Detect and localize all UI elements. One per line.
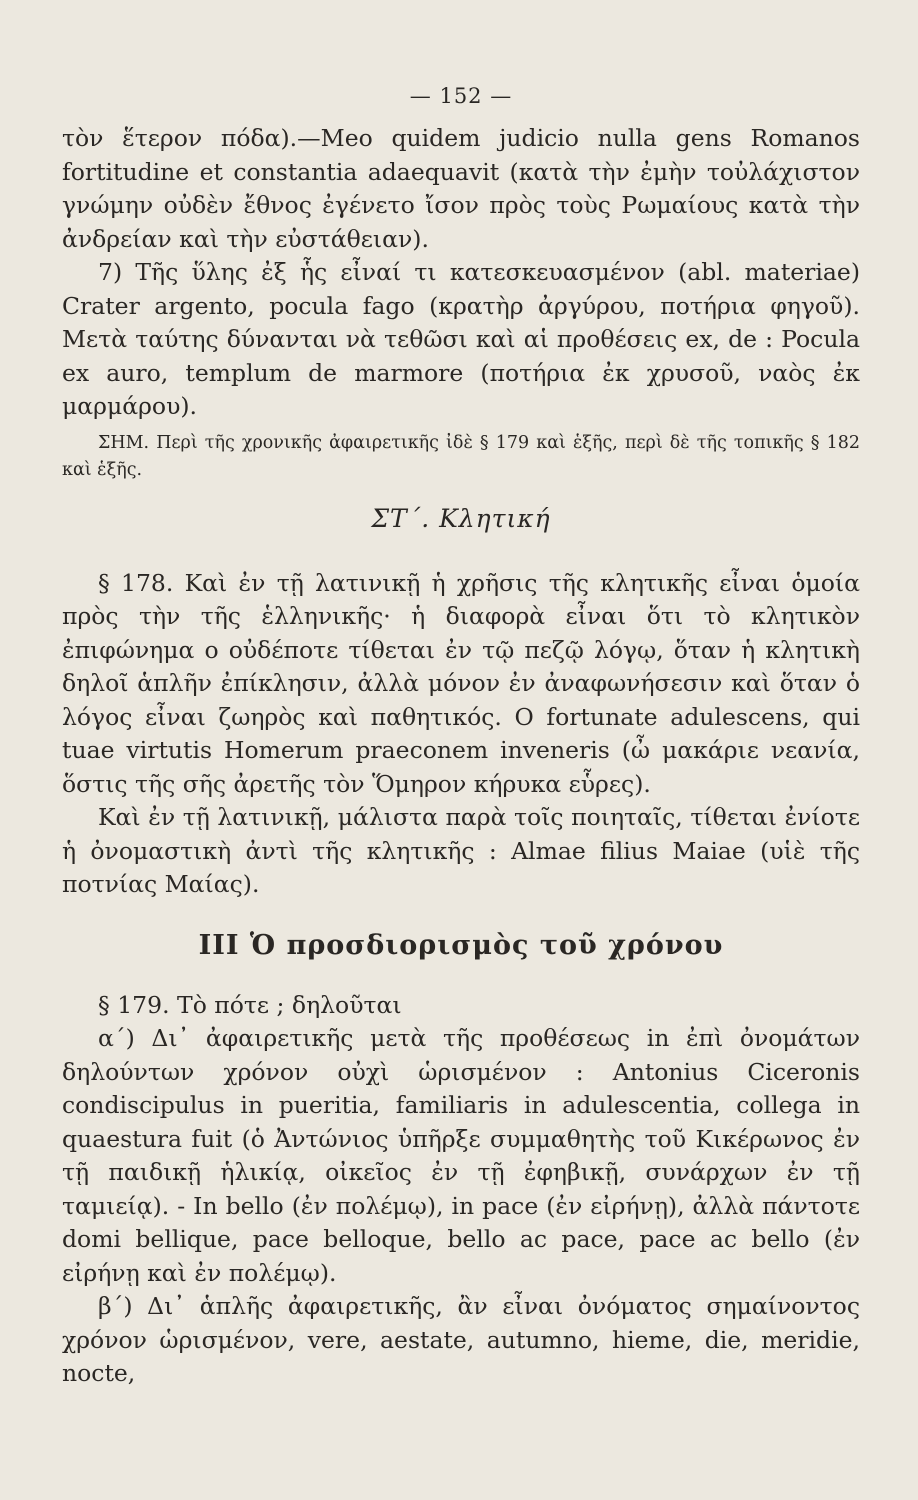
- chapter-heading-time: ΙΙΙ Ὁ προσδιορισμὸς τοῦ χρόνου: [198, 929, 724, 961]
- paragraph-material-ablative: 7) Τῆς ὕλης ἐξ ἧς εἶναί τι κατεσκευασμένον (abl. materiae) Crater argento, pocula fago (κρατὴρ ἀργύρου, ποτήρια φηγοῦ). Μετὰ ταύτης δύνανται νὰ τεθῶσι καὶ αἱ προθέσεις ex, de : Pocula ex auro, templum de marmore (ποτήρια ἐκ χρυσοῦ, ναὸς ἐκ μαρμάρου).: [62, 258, 860, 420]
- paragraph-179-alpha: α΄) Δι᾽ ἀφαιρετικῆς μετὰ τῆς προθέσεως in ἐπὶ ὀνομάτων δηλούντων χρόνον οὐχὶ ὡρισμένον : Antonius Ciceronis condiscipulus in pueritia, familiaris in adulescentia, collega in quaestura fuit (ὁ Ἀντώνιος ὑπῆρξε συμμαθητὴς τοῦ Κικέρωνος ἐν τῇ παιδικῇ ἡλικίᾳ, οἰκεῖος ἐν τῇ ἐφηβικῇ, συνάρχων ἐν τῇ ταμιείᾳ). - In bello (ἐν πολέμῳ), in pace (ἐν εἰρήνῃ), ἀλλὰ πάντοτε domi bellique, pace belloque, bello ac pace, pace ac bello (ἐν εἰρήνῃ καὶ ἐν πολέμῳ).: [62, 1024, 860, 1287]
- note: ΣΗΜ. Περὶ τῆς χρονικῆς ἀφαιρετικῆς ἰδὲ § 179 καὶ ἑξῆς, περὶ δὲ τῆς τοπικῆς § 182 καὶ ἑξῆς.: [62, 432, 860, 480]
- paragraph-continuation: τὸν ἕτερον πόδα).—Meo quidem judicio nulla gens Romanos fortitudine et constantia adaequavit (κατὰ τὴν ἐμὴν τοὐλάχιστον γνώμην οὐδὲν ἔθνος ἐγένετο ἴσον πρὸς τοὺς Ρωμαίους κατὰ τὴν ἀνδρείαν καὶ τὴν εὐστάθειαν).: [62, 124, 860, 253]
- paragraph-179: § 179. Τὸ πότε ; δηλοῦται: [98, 990, 402, 1019]
- section-heading-vocative: ΣΤ΄. Κλητική: [371, 503, 551, 533]
- page-number: — 152 —: [409, 84, 513, 108]
- paragraph-178: § 178. Καὶ ἐν τῇ λατινικῇ ἡ χρῆσις τῆς κλητικῆς εἶναι ὁμοία πρὸς τὴν τῆς ἑλληνικῆς· ἡ διαφορὰ εἶναι ὅτι τὸ κλητικὸν ἐπιφώνημα ο οὐδέποτε τίθεται ἐν τῷ πεζῷ λόγῳ, ὅταν ἡ κλητικὴ δηλοῖ ἁπλῆν ἐπίκλησιν, ἀλλὰ μόνον ἐν ἀναφωνήσεσιν καὶ ὅταν ὁ λόγος εἶναι ζωηρὸς καὶ παθητικός. O fortunate adulescens, qui tuae virtutis Homerum praeconem inveneris (ὦ μακάριε νεανία, ὅστις τῆς σῆς ἀρετῆς τὸν Ὅμηρον κήρυκα εὗρες).: [62, 568, 860, 798]
- paragraph-poets-nominative: Καὶ ἐν τῇ λατινικῇ, μάλιστα παρὰ τοῖς ποιηταῖς, τίθεται ἐνίοτε ἡ ὀνομαστικὴ ἀντὶ τῆς κλητικῆς : Almae filius Maiae (υἱὲ τῆς ποτνίας Μαίας).: [62, 803, 860, 898]
- paragraph-179-beta: β΄) Δι᾽ ἁπλῆς ἀφαιρετικῆς, ἂν εἶναι ὀνόματος σημαίνοντος χρόνον ὡρισμένον, vere, aestate, autumno, hieme, die, meridie, nocte,: [62, 1292, 860, 1387]
